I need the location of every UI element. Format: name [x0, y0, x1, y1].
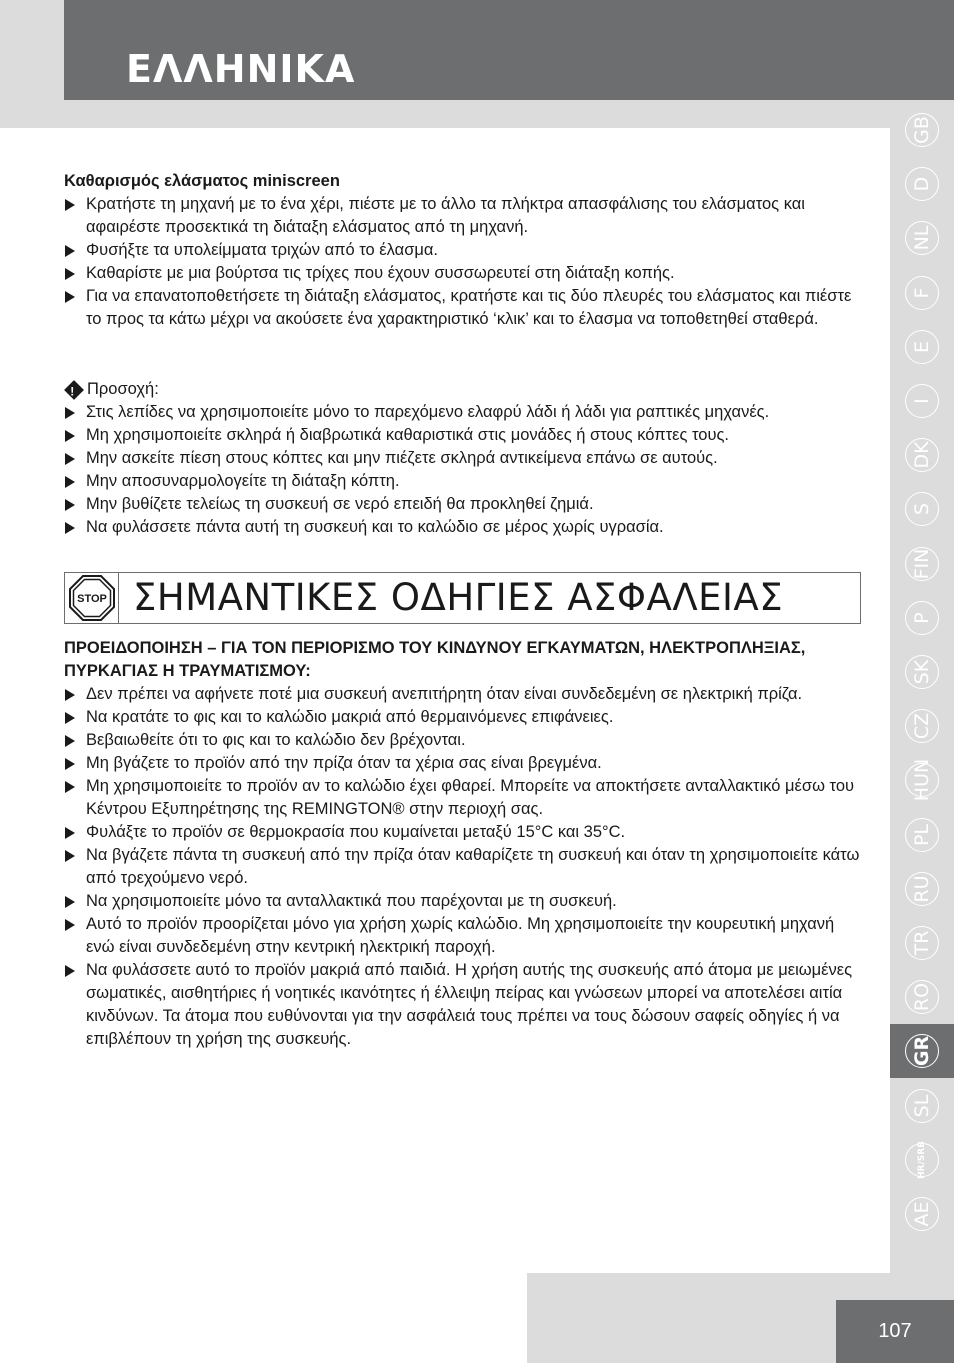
lang-label: AE [911, 1201, 933, 1227]
list-item: Μη χρησιμοποιείτε το προϊόν αν το καλώδιο έχει φθαρεί. Μπορείτε να αποκτήσετε ανταλλακτικό μέσω του Κέντρου Εξυπηρέτησης της REMINGTON® στην περιοχή σας. [64, 775, 864, 821]
lang-tab-cz[interactable] [890, 699, 954, 753]
lang-label: F [911, 287, 933, 299]
list-item: Φυσήξτε τα υπολείμματα τριχών από το έλασμα. [64, 239, 864, 262]
lang-label: HUN [911, 759, 933, 802]
lang-tab-sk[interactable] [890, 645, 954, 699]
stop-sign-icon [69, 575, 115, 621]
lang-circle [905, 759, 939, 802]
lang-label: P [911, 612, 933, 624]
safety-warning: ΠΡΟΕΙΔΟΠΟΙΗΣΗ – ΓΙΑ ΤΟΝ ΠΕΡΙΟΡΙΣΜΟ ΤΟΥ ΚΙΝΔΥΝΟΥ ΕΓΚΑΥΜΑΤΩΝ, ΗΛΕΚΤΡΟΠΛΗΞΙΑΣ, ΠΥΡΚΑΓΙΑΣ Η ΤΡΑΥΜΑΤΙΣΜΟΥ: [64, 639, 806, 680]
lang-label: GR [911, 1036, 933, 1067]
header-bar [64, 0, 954, 100]
cleaning-section [64, 170, 864, 331]
lang-tab-f[interactable] [890, 266, 954, 320]
list-item: Μην βυθίζετε τελείως τη συσκευή σε νερό επειδή θα προκληθεί ζημιά. [64, 493, 864, 516]
lang-tab-gb[interactable] [890, 103, 954, 157]
caution-list [64, 401, 864, 539]
lang-circle [905, 438, 939, 472]
lang-tab-hun[interactable] [890, 753, 954, 807]
stop-icon-cell [65, 573, 119, 623]
lang-label: I [911, 398, 933, 404]
lang-tab-gr[interactable] [890, 1024, 954, 1078]
list-item: Να φυλάσσετε πάντα αυτή τη συσκευή και το καλώδιο σε μέρος χωρίς υγρασία. [64, 516, 864, 539]
stop-label: STOP [76, 593, 107, 605]
page-number: 107 [878, 1320, 912, 1342]
lang-label: SK [911, 659, 933, 685]
list-item: Μη βγάζετε το προϊόν από την πρίζα όταν τα χέρια σας είναι βρεγμένα. [64, 752, 864, 775]
lang-circle [905, 980, 939, 1014]
list-item: Βεβαιωθείτε ότι το φις και το καλώδιο δεν βρέχονται. [64, 729, 864, 752]
lang-circle [905, 655, 939, 689]
safety-section [64, 637, 864, 1051]
list-item: Μην ασκείτε πίεση στους κόπτες και μην πιέζετε σκληρά αντικείμενα επάνω σε αυτούς. [64, 447, 864, 470]
list-item: Φυλάξτε το προϊόν σε θερμοκρασία που κυμαίνεται μεταξύ 15°C και 35°C. [64, 821, 864, 844]
lang-circle [905, 1197, 939, 1231]
lang-label: RU [911, 875, 933, 903]
safety-title: ΣΗΜΑΝΤΙΚΕΣ ΟΔΗΓΙΕΣ ΑΣΦΑΛΕΙΑΣ [133, 576, 784, 619]
lang-label: GB [911, 116, 933, 144]
lang-tab-ae[interactable] [890, 1187, 954, 1241]
lang-label: HR/SRB [916, 1140, 927, 1179]
lang-circle [905, 926, 939, 960]
caution-section [64, 378, 864, 539]
lang-circle [905, 1034, 939, 1068]
safety-heading-box [64, 572, 861, 624]
lang-circle [905, 492, 939, 526]
list-item: Να βγάζετε πάντα τη συσκευή από την πρίζα όταν καθαρίζετε τη συσκευή και όταν τη χρησιμοποιείτε κάτω από τρεχούμενο νερό. [64, 844, 864, 890]
list-item: Στις λεπίδες να χρησιμοποιείτε μόνο το παρεχόμενο ελαφρύ λάδι ή λάδι για ραπτικές μηχανές. [64, 401, 864, 424]
page-number-box [836, 1300, 954, 1363]
lang-tab-i[interactable] [890, 374, 954, 428]
lang-tab-dk[interactable] [890, 428, 954, 482]
page-title: ΕΛΛΗΝΙΚΑ [126, 47, 356, 91]
lang-circle [905, 167, 939, 201]
list-item: Κρατήστε τη μηχανή με το ένα χέρι, πιέστε με το άλλο τα πλήκτρα απασφάλισης του ελάσματος και αφαιρέστε προσεκτικά τη διάταξη ελάσματος από τη μηχανή. [64, 193, 864, 239]
lang-tab-fin[interactable] [890, 537, 954, 591]
lang-circle [905, 113, 939, 147]
lang-circle [905, 384, 939, 418]
lang-label: E [911, 340, 933, 353]
list-item: Καθαρίστε με μια βούρτσα τις τρίχες που έχουν συσσωρευτεί στη διάταξη κοπής. [64, 262, 864, 285]
caution-label: Προσοχή: [87, 380, 159, 398]
lang-tab-ru[interactable] [890, 862, 954, 916]
lang-tab-d[interactable] [890, 157, 954, 211]
lang-label: S [911, 503, 933, 516]
lang-tab-ro[interactable] [890, 970, 954, 1024]
lang-label: NL [911, 225, 933, 251]
lang-tab-pl[interactable] [890, 808, 954, 862]
list-item: Να κρατάτε το φις και το καλώδιο μακριά από θερμαινόμενες επιφάνειες. [64, 706, 864, 729]
lang-tab-tr[interactable] [890, 916, 954, 970]
lang-label: CZ [911, 713, 933, 740]
lang-label: D [911, 176, 933, 192]
lang-tab-sl[interactable] [890, 1079, 954, 1133]
list-item: Αυτό το προϊόν προορίζεται μόνο για χρήση χωρίς καλώδιο. Μη χρησιμοποιείτε την κουρευτική μηχανή ενώ είναι συνδεδεμένη στην κεντρική ηλεκτρική παροχή. [64, 913, 864, 959]
lang-circle [905, 330, 939, 364]
lang-label: SL [911, 1094, 933, 1117]
lang-tab-nl[interactable] [890, 211, 954, 265]
warning-icon [64, 380, 84, 400]
lang-circle [905, 872, 939, 906]
lang-label: RO [911, 983, 933, 1012]
list-item: Για να επανατοποθετήσετε τη διάταξη ελάσματος, κρατήστε και τις δύο πλευρές του ελάσματος και πιέστε το προς τα κάτω μέχρι να ακούσετε ένα χαρακτηριστικό ‘κλικ’ και το έλασμα να τοποθετηθεί σταθερά. [64, 285, 864, 331]
lang-circle [905, 547, 939, 581]
lang-circle [905, 601, 939, 635]
cleaning-heading: Καθαρισμός ελάσματος miniscreen [64, 172, 340, 190]
list-item: Μη χρησιμοποιείτε σκληρά ή διαβρωτικά καθαριστικά στις μονάδες ή στους κόπτες τους. [64, 424, 864, 447]
lang-label: DK [911, 441, 933, 469]
lang-circle [905, 818, 939, 852]
lang-circle [905, 709, 939, 743]
list-item: Μην αποσυναρμολογείτε τη διάταξη κόπτη. [64, 470, 864, 493]
list-item: Δεν πρέπει να αφήνετε ποτέ μια συσκευή ανεπιτήρητη όταν είναι συνδεδεμένη σε ηλεκτρική πρίζα. [64, 683, 864, 706]
lang-tab-hr-srb[interactable] [890, 1133, 954, 1187]
lang-circle [905, 276, 939, 310]
lang-circle [905, 1089, 939, 1123]
lang-label: PL [911, 823, 933, 846]
list-item: Να χρησιμοποιείτε μόνο τα ανταλλακτικά που παρέχονται με τη συσκευή. [64, 890, 864, 913]
lang-tab-p[interactable] [890, 591, 954, 645]
lang-circle [905, 221, 939, 255]
caution-label-row [64, 378, 864, 401]
lang-circle [905, 1140, 939, 1179]
lang-tab-s[interactable] [890, 482, 954, 536]
lang-label: TR [911, 930, 933, 956]
safety-list [64, 683, 864, 1051]
list-item: Να φυλάσσετε αυτό το προϊόν μακριά από παιδιά. Η χρήση αυτής της συσκευής από άτομα με μειωμένες σωματικές, αισθητήριες ή νοητικές ικανότητες ή έλλειψη πείρας και γνώσεων μπορεί να αποτελέσει αιτία κινδύνων. Τα άτομα που ευθύνονται για την ασφάλειά τους πρέπει να τους δώσουν σαφείς οδηγίες ή να επιβλέπουν τη χρήση της συσκευής. [64, 959, 864, 1051]
lang-label: FIN [911, 548, 933, 579]
cleaning-list [64, 193, 864, 331]
lang-tab-e[interactable] [890, 320, 954, 374]
